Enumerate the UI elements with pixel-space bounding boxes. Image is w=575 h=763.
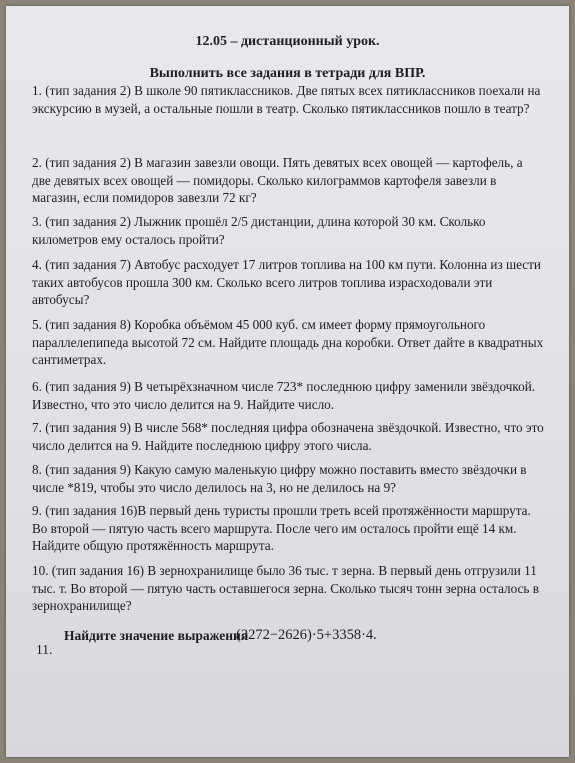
worksheet-page bbox=[6, 6, 569, 757]
task-9: 9. (тип задания 16)В первый день туристы прошли треть всей протяжённости маршрута. Во второй — пятую часть всего маршрута. После чего им осталось пройти ещё 14 км. Найдите общую протяжённость маршрута. bbox=[32, 503, 531, 553]
task-5: 5. (тип задания 8) Коробка объёмом 45 000 куб. см имеет форму прямоугольного параллелепипеда высотой 72 см. Найдите площадь дна коробки. Ответ дайте в квадратных сантиметрах. bbox=[32, 317, 544, 367]
task-11-number: 11. bbox=[36, 642, 53, 657]
task-11-formula: (3272−2626)·5+3358·4. bbox=[236, 627, 377, 643]
task-2: 2. (тип задания 2) В магазин завезли овощи. Пять девятых всех овощей — картофель, а две девятых всех овощей — помидоры. Сколько килограммов картофеля завезли в магазин, если помидоров завезли 72 кг? bbox=[32, 155, 523, 205]
page-subtitle: Выполнить все задания в тетради для ВПР. bbox=[149, 66, 426, 81]
task-10: 10. (тип задания 16) В зернохранилище было 36 тыс. т зерна. В первый день отгрузили 11 тыс. т. Во второй — пятую часть оставшегося зерна. Сколько тысяч тонн зерна осталось в зернохранилище? bbox=[32, 563, 539, 613]
task-1: 1. (тип задания 2) В школе 90 пятиклассников. Две пятых всех пятиклассников поехали на экскурсию в музей, а остальные пошли в театр. Сколько пятиклассников пошло в театр? bbox=[32, 83, 541, 116]
task-3: 3. (тип задания 2) Лыжник прошёл 2/5 дистанции, длина которой 30 км. Сколько километров ему осталось пройти? bbox=[32, 214, 486, 247]
page-title: 12.05 – дистанционный урок. bbox=[195, 34, 380, 49]
task-6: 6. (тип задания 9) В четырёхзначном числе 723* последнюю цифру заменили звёздочкой. Известно, что это число делится на 9. Найдите число. bbox=[32, 379, 536, 412]
task-11-label: Найдите значение выражения bbox=[64, 628, 249, 643]
task-4: 4. (тип задания 7) Автобус расходует 17 литров топлива на 100 км пути. Колонна из шести таких автобусов прошла 300 км. Сколько всего литров топлива израсходовали эти автобусы? bbox=[32, 257, 541, 307]
task-8: 8. (тип задания 9) Какую самую маленькую цифру можно поставить вместо звёздочки в числе *819, чтобы это число делилось на 3, но не делилось на 9? bbox=[32, 462, 527, 495]
task-7: 7. (тип задания 9) В числе 568* последняя цифра обозначена звёздочкой. Известно, что это число делится на 9. Найдите последнюю цифру этого числа. bbox=[32, 420, 544, 453]
task-11 bbox=[32, 628, 544, 668]
